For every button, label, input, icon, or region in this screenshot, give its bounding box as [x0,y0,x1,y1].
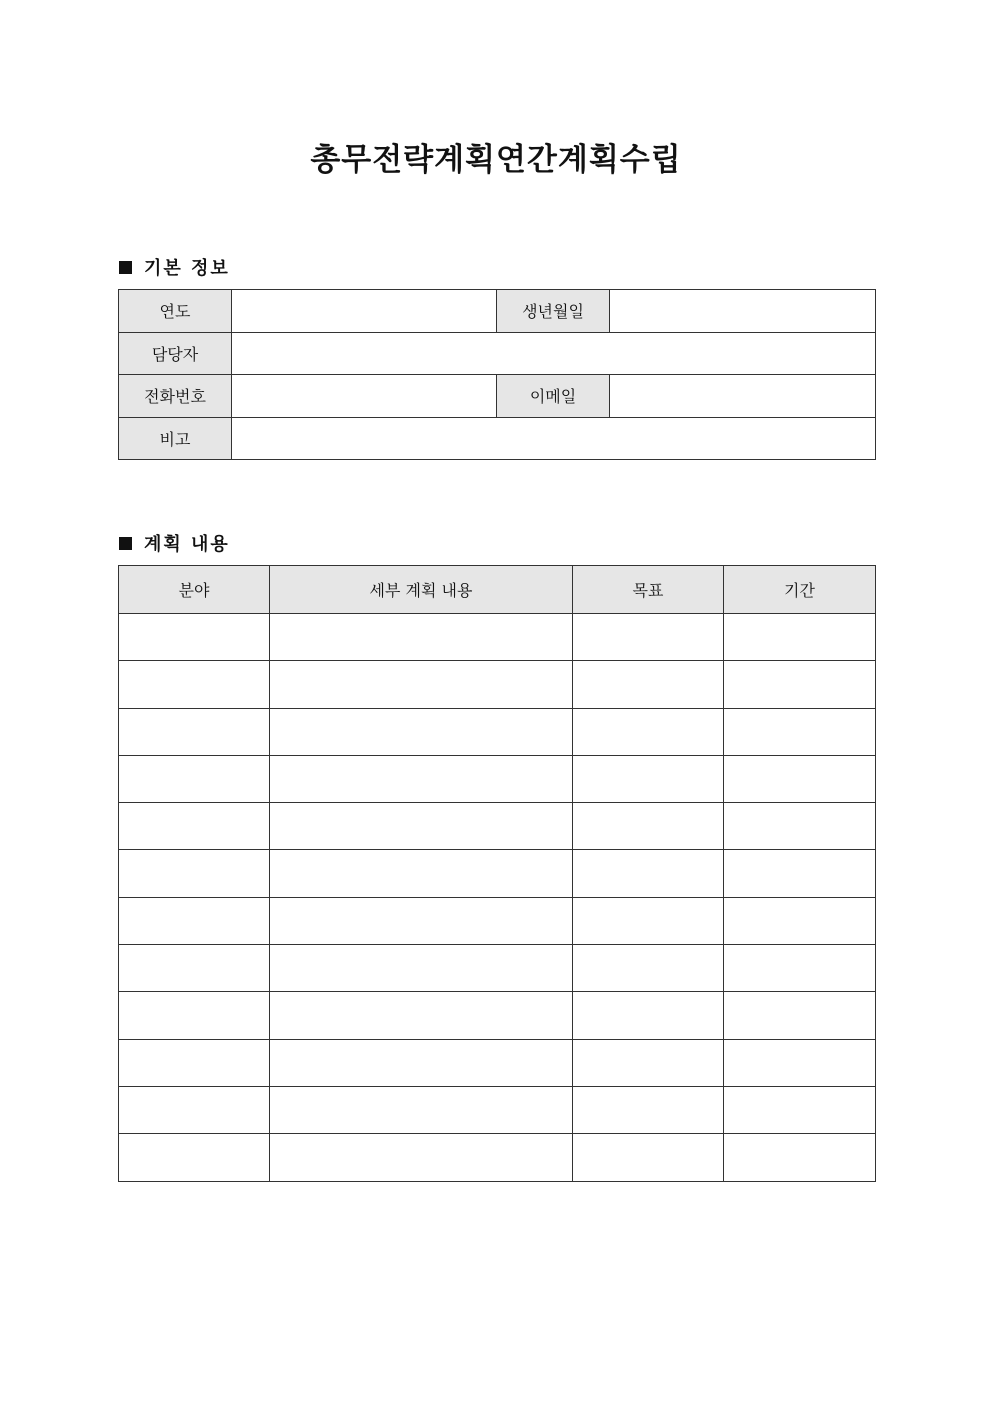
plan-heading [119,530,230,556]
goal-cell[interactable] [573,614,724,661]
field-cell[interactable] [119,945,270,992]
goal-cell[interactable] [573,661,724,708]
period-cell[interactable] [724,661,876,708]
detail-cell[interactable] [270,850,573,897]
square-bullet-icon [119,537,132,550]
table-header-row [119,566,876,614]
field-cell[interactable] [119,755,270,802]
note-label: 비고 [119,417,232,460]
table-row [119,417,876,460]
period-cell[interactable] [724,1086,876,1133]
detail-cell[interactable] [270,897,573,944]
field-cell[interactable] [119,850,270,897]
table-row [119,661,876,708]
table-row [119,375,876,418]
year-field[interactable] [232,290,497,333]
table-row [119,803,876,850]
table-row [119,945,876,992]
detail-cell[interactable] [270,992,573,1039]
detail-cell[interactable] [270,661,573,708]
period-cell[interactable] [724,945,876,992]
email-label: 이메일 [497,375,610,418]
basic-info-heading [119,254,230,280]
field-cell[interactable] [119,1134,270,1181]
table-row [119,850,876,897]
detail-cell[interactable] [270,1134,573,1181]
column-header-detail: 세부 계획 내용 [270,566,573,614]
period-cell[interactable] [724,1039,876,1086]
field-cell[interactable] [119,614,270,661]
table-row [119,1134,876,1181]
field-cell[interactable] [119,708,270,755]
field-cell[interactable] [119,803,270,850]
field-cell[interactable] [119,1039,270,1086]
table-row [119,755,876,802]
field-cell[interactable] [119,897,270,944]
phone-label: 전화번호 [119,375,232,418]
year-label: 연도 [119,290,232,333]
field-cell[interactable] [119,992,270,1039]
period-cell[interactable] [724,1134,876,1181]
column-header-period: 기간 [724,566,876,614]
goal-cell[interactable] [573,803,724,850]
plan-table-body [119,614,876,1182]
goal-cell[interactable] [573,1039,724,1086]
detail-cell[interactable] [270,708,573,755]
email-field[interactable] [610,375,876,418]
detail-cell[interactable] [270,945,573,992]
period-cell[interactable] [724,897,876,944]
detail-cell[interactable] [270,1039,573,1086]
detail-cell[interactable] [270,1086,573,1133]
table-row [119,1086,876,1133]
detail-cell[interactable] [270,803,573,850]
detail-cell[interactable] [270,614,573,661]
square-bullet-icon [119,261,132,274]
column-header-field: 분야 [119,566,270,614]
manager-label: 담당자 [119,332,232,375]
page-title: 총무전략계획연간계획수립 [310,142,682,178]
column-header-goal: 목표 [573,566,724,614]
field-cell[interactable] [119,1086,270,1133]
table-row [119,708,876,755]
plan-heading-text: 계획 내용 [144,534,230,555]
table-row [119,290,876,333]
period-cell[interactable] [724,803,876,850]
birth-date-label: 생년월일 [497,290,610,333]
basic-info-table [118,289,876,460]
goal-cell[interactable] [573,992,724,1039]
detail-cell[interactable] [270,755,573,802]
birth-date-field[interactable] [610,290,876,333]
table-row [119,614,876,661]
period-cell[interactable] [724,992,876,1039]
manager-field[interactable] [232,332,876,375]
note-field[interactable] [232,417,876,460]
table-row [119,332,876,375]
goal-cell[interactable] [573,1134,724,1181]
period-cell[interactable] [724,850,876,897]
period-cell[interactable] [724,614,876,661]
plan-table [118,565,876,1182]
phone-field[interactable] [232,375,497,418]
goal-cell[interactable] [573,897,724,944]
basic-info-heading-text: 기본 정보 [144,258,230,279]
field-cell[interactable] [119,661,270,708]
period-cell[interactable] [724,708,876,755]
table-row [119,1039,876,1086]
goal-cell[interactable] [573,755,724,802]
goal-cell[interactable] [573,708,724,755]
period-cell[interactable] [724,755,876,802]
table-row [119,897,876,944]
table-row [119,992,876,1039]
goal-cell[interactable] [573,1086,724,1133]
goal-cell[interactable] [573,945,724,992]
goal-cell[interactable] [573,850,724,897]
